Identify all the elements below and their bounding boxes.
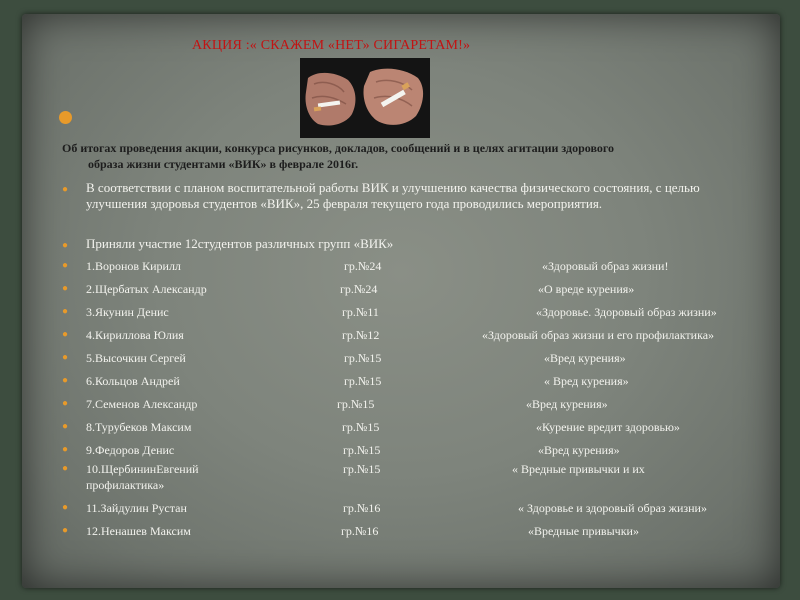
participant-group: гр.№15 xyxy=(342,420,380,434)
participant-topic: «Курение вредит здоровью» xyxy=(536,420,680,434)
participant-row xyxy=(62,259,772,277)
participant-name: 9.Федоров Денис xyxy=(86,443,175,457)
bullet-icon: ● xyxy=(62,283,69,294)
paragraph-participants xyxy=(62,236,762,252)
bullet-icon: ● xyxy=(62,502,69,513)
participant-row xyxy=(62,328,772,346)
participant-topic: «Здоровый образ жизни и его профилактика» xyxy=(482,328,715,342)
participant-group: гр.№16 xyxy=(341,524,379,538)
participant-name: 1.Воронов Кирилл xyxy=(86,259,181,273)
participant-name: 5.Высочкин Сергей xyxy=(86,351,186,365)
intro-line-2: образа жизни студентами «ВИК» в феврале 2016г. xyxy=(88,157,359,171)
bullet-icon: ● xyxy=(62,306,69,317)
participant-name: 10.ЩербининЕвгений xyxy=(86,462,199,476)
participant-group: гр.№16 xyxy=(343,501,381,515)
participant-group: гр.№15 xyxy=(344,351,382,365)
participant-topic-continuation: профилактика» xyxy=(86,478,165,492)
participant-group: гр.№12 xyxy=(342,328,380,342)
participant-row xyxy=(62,420,772,438)
participant-row xyxy=(62,443,772,461)
participant-group: гр.№15 xyxy=(343,462,381,476)
participant-group: гр.№24 xyxy=(344,259,382,273)
bullet-icon: ● xyxy=(62,184,69,195)
participant-name: 11.Зайдулин Рустан xyxy=(86,501,187,515)
bullet-icon: ● xyxy=(62,260,69,271)
participant-row xyxy=(62,374,772,392)
participant-topic: «Вред курения» xyxy=(526,397,608,411)
participant-topic: «О вреде курения» xyxy=(538,282,635,296)
participant-row xyxy=(62,305,772,323)
bullet-icon xyxy=(59,111,72,124)
participant-row xyxy=(62,351,772,369)
participant-topic: « Здоровье и здоровый образ жизни» xyxy=(518,501,707,515)
participant-topic: « Вредные привычки и их xyxy=(512,462,645,476)
participant-name: 6.Кольцов Андрей xyxy=(86,374,180,388)
slide-title: АКЦИЯ :« СКАЖЕМ «НЕТ» СИГАРЕТАМ!» xyxy=(192,38,471,53)
participant-topic: «Здоровье. Здоровый образ жизни» xyxy=(536,305,717,319)
participant-name: 3.Якунин Денис xyxy=(86,305,169,319)
participant-group: гр.№15 xyxy=(337,397,375,411)
participant-row xyxy=(62,282,772,300)
participant-name: 2.Щербатых Александр xyxy=(86,282,207,296)
participant-topic: «Здоровый образ жизни! xyxy=(542,259,669,273)
participant-topic: «Вред курения» xyxy=(538,443,620,457)
hands-holding-cigarettes-photo xyxy=(300,58,430,138)
participant-group: гр.№15 xyxy=(344,374,382,388)
participant-group: гр.№11 xyxy=(342,305,379,319)
paragraph-plan xyxy=(62,180,762,212)
bullet-icon: ● xyxy=(62,352,69,363)
bullet-icon: ● xyxy=(62,444,69,455)
bullet-icon: ● xyxy=(62,398,69,409)
participant-topic: «Вред курения» xyxy=(544,351,626,365)
bullet-icon: ● xyxy=(62,375,69,386)
participant-name: 7.Семенов Александр xyxy=(86,397,198,411)
participant-row xyxy=(62,524,772,542)
participant-name: 8.Турубеков Максим xyxy=(86,420,192,434)
paragraph-participants-text: Приняли участие 12студентов различных групп «ВИК» xyxy=(86,236,394,251)
participant-group: гр.№15 xyxy=(343,443,381,457)
bullet-icon: ● xyxy=(62,421,69,432)
participant-group: гр.№24 xyxy=(340,282,378,296)
participant-name: 4.Кириллова Юлия xyxy=(86,328,184,342)
paragraph-plan-text: В соответствии с планом воспитательной работы ВИК и улучшению качества физического состояния, с целью улучшения здоровья студентов «ВИК», 25 февраля текущего года проводились мероприятия. xyxy=(86,180,700,211)
bullet-icon: ● xyxy=(62,525,69,536)
intro-line-1: Об итогах проведения акции, конкурса рисунков, докладов, сообщений и в целях агитации здорового xyxy=(62,141,615,155)
participant-row xyxy=(62,501,772,519)
bullet-icon: ● xyxy=(62,329,69,340)
participant-name: 12.Ненашев Максим xyxy=(86,524,191,538)
bullet-icon: ● xyxy=(62,240,69,251)
participant-topic: « Вред курения» xyxy=(544,374,629,388)
bullet-icon: ● xyxy=(62,463,69,474)
participant-topic: «Вредные привычки» xyxy=(528,524,639,538)
intro-heading xyxy=(62,140,752,172)
participant-row xyxy=(62,397,772,415)
participant-row xyxy=(62,462,772,496)
